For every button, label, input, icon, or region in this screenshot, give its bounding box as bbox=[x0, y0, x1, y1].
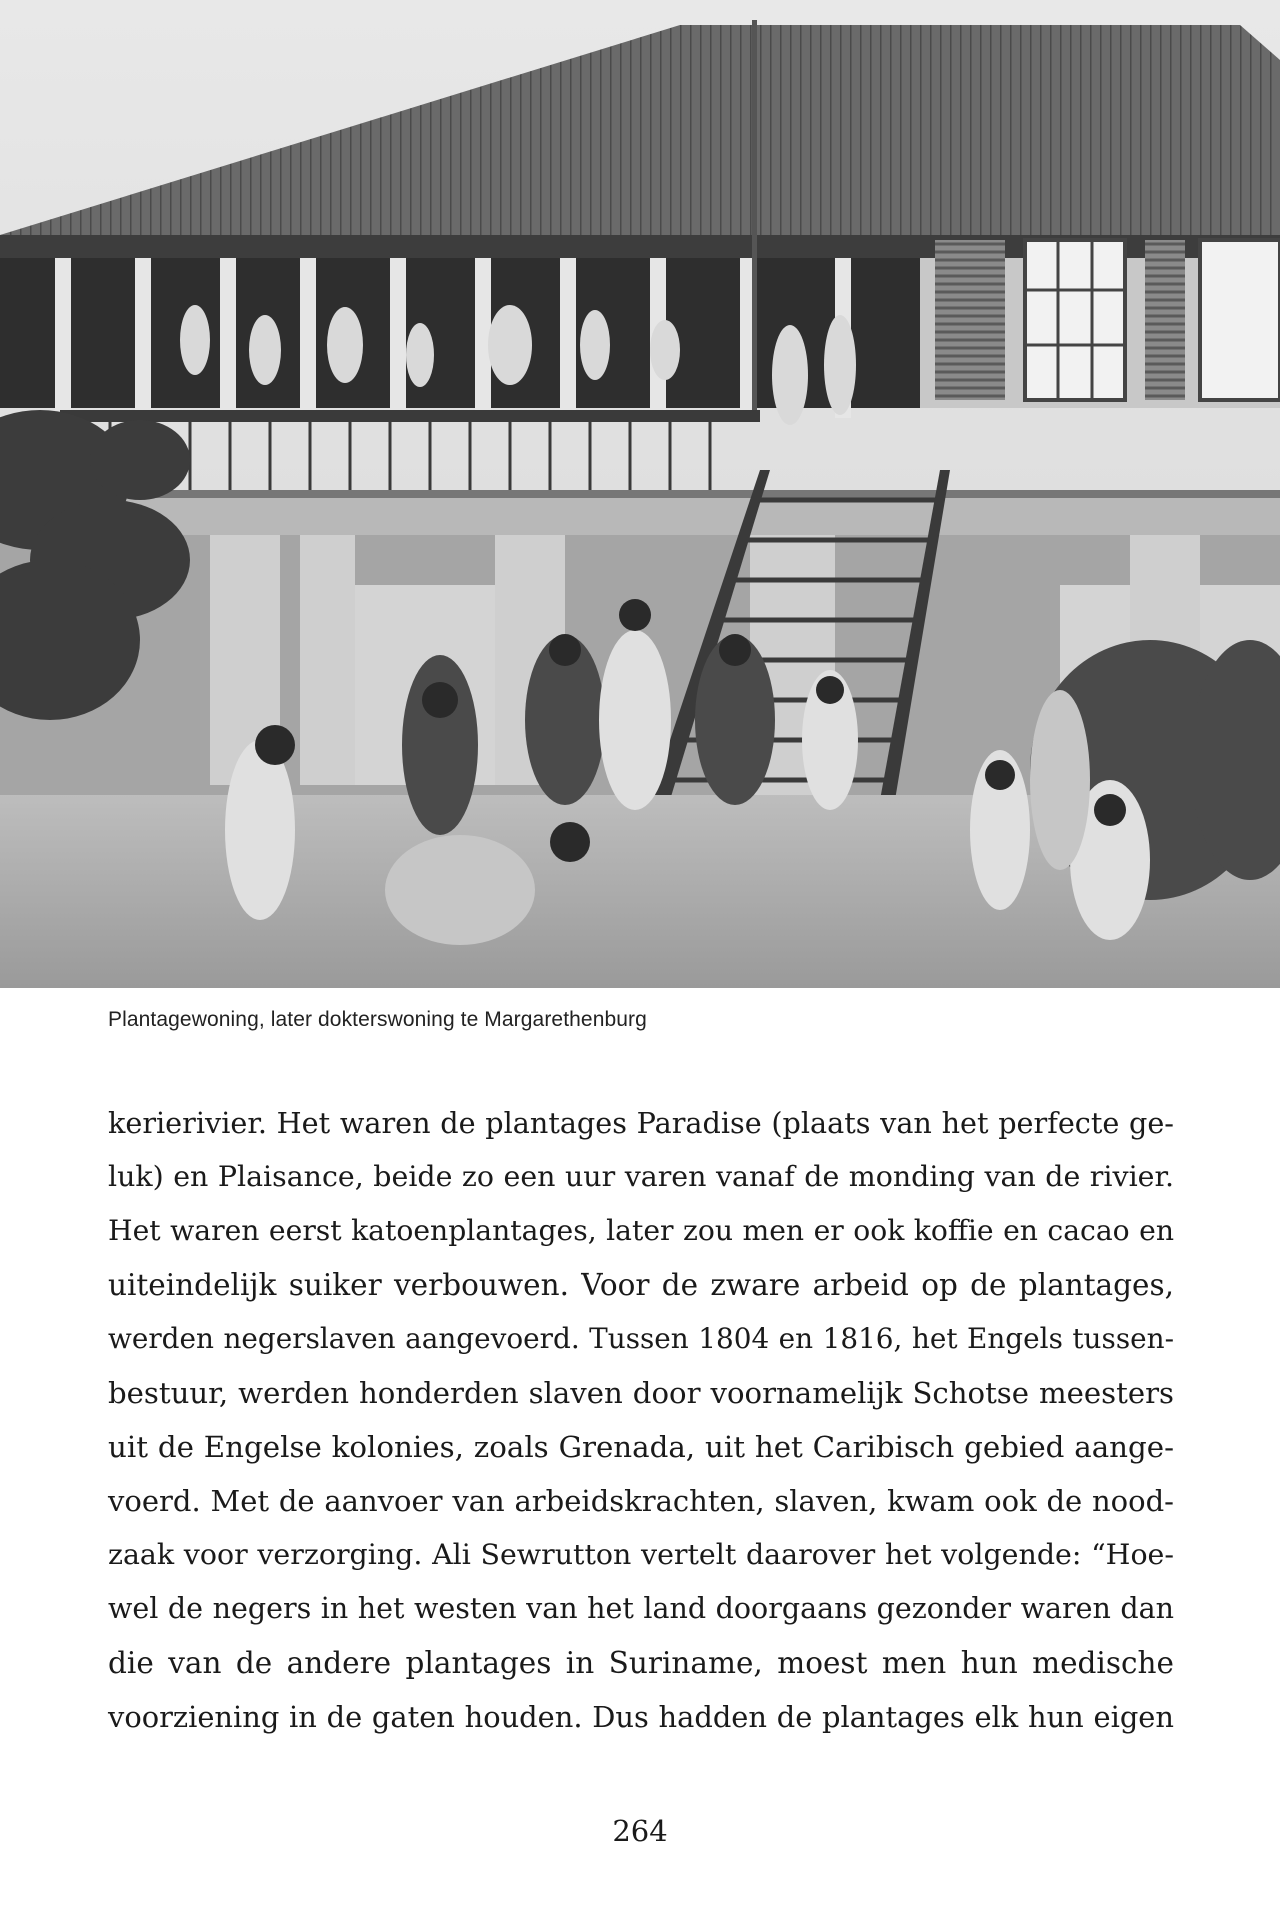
text-line: luk) en Plaisance, beide zo een uur varen vanaf de monding van de rivier. bbox=[108, 1160, 1174, 1193]
text-line: die van de andere plantages in Suriname, moest men hun medische bbox=[108, 1646, 1174, 1680]
photo-caption: Plantagewoning, later dokterswoning te Margarethenburg bbox=[108, 1008, 647, 1031]
text-line: bestuur, werden honderden slaven door voornamelijk Schotse meesters bbox=[108, 1376, 1174, 1410]
text-line: voorziening in de gaten houden. Dus hadden de plantages elk hun eigen bbox=[108, 1700, 1174, 1734]
text-line: zaak voor verzorging. Ali Sewrutton vertelt daarover het volgende: “Hoe- bbox=[108, 1538, 1174, 1571]
text-line: uit de Engelse kolonies, zoals Grenada, uit het Caribisch gebied aange- bbox=[108, 1430, 1174, 1464]
text-line: wel de negers in het westen van het land doorgaans gezonder waren dan bbox=[108, 1592, 1174, 1625]
text-line: Het waren eerst katoenplantages, later zou men er ook koffie en cacao en bbox=[108, 1214, 1174, 1247]
page-number: 264 bbox=[612, 1814, 668, 1848]
text-line: werden negerslaven aangevoerd. Tussen 1804 en 1816, het Engels tussen- bbox=[108, 1322, 1174, 1355]
text-line: uiteindelijk suiker verbouwen. Voor de zware arbeid op de plantages, bbox=[108, 1268, 1174, 1302]
body-text bbox=[108, 1096, 1174, 1744]
text-line: kerierivier. Het waren de plantages Paradise (plaats van het perfecte ge- bbox=[108, 1106, 1174, 1140]
text-line: voerd. Met de aanvoer van arbeidskrachten, slaven, kwam ook de nood- bbox=[108, 1484, 1174, 1518]
